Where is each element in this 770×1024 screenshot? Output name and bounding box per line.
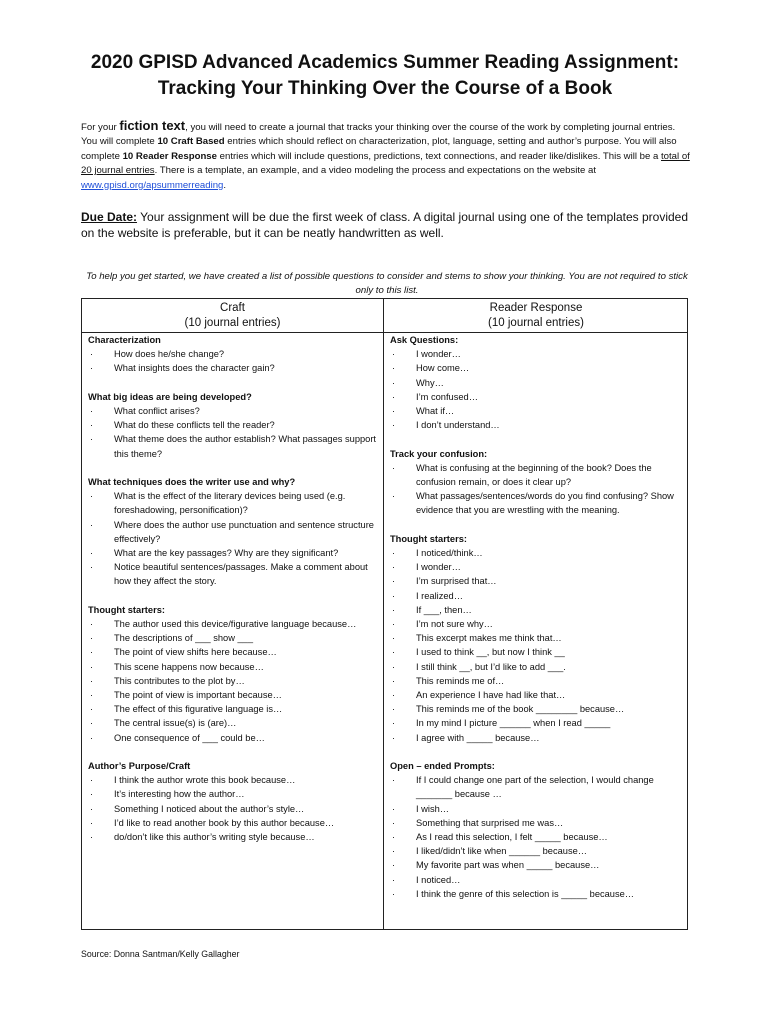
craft-header-title: Craft (220, 302, 245, 314)
bullet-icon: · (392, 406, 396, 417)
list-item-text: I think the genre of this selection is _____ because… (416, 888, 635, 899)
list-item-text: I used to think __, but now I think __ (416, 647, 565, 658)
list-item-text: What conflict arises? (114, 406, 200, 416)
bullet-icon: · (392, 690, 396, 701)
bullet-icon: · (392, 349, 396, 360)
list-item-text: I wonder… (416, 349, 461, 360)
list-item-text: Where does the author use punctuation and sentence structure effectively? (114, 519, 374, 544)
bullet-icon: · (392, 846, 396, 857)
bullet-icon: · (392, 874, 396, 885)
list-item-text: I think the author wrote this book because… (114, 775, 296, 786)
section-title: Open – ended Prompts: (390, 761, 495, 772)
bullet-icon: · (90, 775, 94, 786)
list-item (88, 560, 380, 588)
title-line-1: 2020 GPISD Advanced Academics Summer Reading Assignment: (90, 52, 680, 73)
column-divider (383, 299, 384, 929)
bullet-icon: · (90, 732, 94, 743)
list-item-text: The point of view shifts here because… (114, 647, 277, 658)
bullet-icon: · (90, 704, 94, 715)
list-item-text: I agree with _____ because… (416, 732, 540, 743)
bullet-icon: · (90, 718, 94, 729)
intro-text-2: entries which should reflect on characterization, plot, language, setting and author’s purpose. You will also complete (81, 136, 677, 162)
bullet-icon: · (90, 562, 94, 573)
list-item (88, 816, 380, 830)
list-item-text: What if… (416, 406, 455, 417)
craft-header (82, 301, 383, 331)
bullet-icon: · (90, 803, 94, 814)
list-item (88, 432, 380, 460)
list-item (390, 489, 686, 517)
prompts-table (81, 298, 688, 930)
list-item-text: Something that surprised me was… (416, 817, 564, 828)
due-date-text: Your assignment will be due the first week of class. A digital journal using one of the templates provided on the website is preferable, but it can be neatly handwritten as well. (81, 210, 689, 240)
list-item (390, 844, 686, 858)
section-title: Characterization (88, 335, 161, 345)
list-item-text: I wonder… (416, 562, 461, 573)
section-title: Thought starters: (390, 533, 467, 544)
craft-header-sub: (10 journal entries) (184, 317, 281, 329)
list-item (88, 802, 380, 816)
list-item (390, 376, 686, 390)
bullet-icon: · (90, 633, 94, 644)
list-item-text: What theme does the author establish? What passages support this theme? (114, 434, 377, 459)
prompt-section (88, 603, 380, 745)
bullet-icon: · (392, 718, 396, 729)
bullet-icon: · (392, 817, 396, 828)
title-line-2: Tracking Your Thinking Over the Course of a Book (157, 78, 613, 99)
list-item (88, 731, 380, 745)
list-item (88, 830, 380, 844)
bullet-icon: · (392, 548, 396, 559)
bullet-icon: · (90, 519, 94, 530)
total-entries: total of 20 journal entries (81, 150, 690, 177)
reader-response-count: 10 Reader Response (122, 150, 217, 162)
list-item (390, 603, 686, 617)
bullet-icon: · (90, 420, 94, 431)
list-item (390, 858, 686, 872)
bullet-icon: · (392, 420, 396, 431)
bullet-icon: · (392, 562, 396, 573)
list-item-text: Something I noticed about the author’s style… (114, 803, 305, 814)
reader-response-header-sub: (10 journal entries) (488, 317, 584, 329)
list-item (390, 546, 686, 560)
intro-text-4: . There is a template, an example, and a video modeling the process and expectations on the website at (154, 165, 597, 177)
prompt-section (390, 333, 686, 432)
bullet-icon: · (90, 548, 94, 559)
list-item (88, 660, 380, 674)
intro-text-5: . (223, 179, 227, 191)
list-item (390, 660, 686, 674)
list-item (390, 631, 686, 645)
section-title: Ask Questions: (390, 335, 459, 345)
list-item-text: What are the key passages? Why are they significant? (114, 548, 339, 559)
bullet-icon: · (392, 491, 396, 502)
list-item-text: I wish… (416, 803, 450, 814)
list-item-text: I noticed/think… (416, 548, 483, 559)
bullet-icon: · (392, 391, 396, 402)
list-item (390, 731, 686, 745)
list-item-text: If I could change one part of the selection, I would change _______ because … (416, 775, 654, 800)
list-item (390, 873, 686, 887)
list-item-text: I don’t understand… (416, 420, 500, 431)
craft-column (88, 333, 380, 858)
list-item-text: I’d like to read another book by this author because… (114, 817, 335, 828)
prompt-section (390, 447, 686, 518)
list-item-text: do/don’t like this author’s writing style because… (114, 832, 315, 843)
bullet-icon: · (90, 832, 94, 843)
list-item (88, 773, 380, 787)
prompt-section (88, 475, 380, 589)
bullet-icon: · (392, 363, 396, 374)
bullet-icon: · (90, 690, 94, 701)
bullet-icon: · (90, 789, 94, 800)
list-item (88, 645, 380, 659)
list-item-text: This reminds me of… (416, 675, 505, 686)
list-item (390, 887, 686, 901)
list-item-text: Why… (416, 377, 444, 388)
list-item (88, 489, 380, 517)
list-item-text: How does he/she change? (114, 349, 225, 360)
reader-response-header-title: Reader Response (489, 302, 583, 314)
list-item (88, 702, 380, 716)
bullet-icon: · (392, 604, 396, 615)
list-item (390, 674, 686, 688)
list-item-text: If ___, then… (416, 604, 472, 615)
list-item (390, 361, 686, 375)
prompt-section (390, 759, 686, 901)
bullet-icon: · (392, 832, 396, 843)
list-item (88, 546, 380, 560)
list-item-text: I’m confused… (416, 391, 479, 402)
bullet-icon: · (90, 349, 94, 360)
bullet-icon: · (392, 590, 396, 601)
list-item (390, 716, 686, 730)
list-item (390, 617, 686, 631)
section-title: Author’s Purpose/Craft (88, 761, 191, 772)
list-item (390, 802, 686, 816)
list-item-text: I liked/didn’t like when ______ because… (416, 846, 588, 857)
bullet-icon: · (392, 775, 396, 786)
list-item (390, 645, 686, 659)
list-item (390, 418, 686, 432)
list-item (390, 390, 686, 404)
list-item-text: What is confusing at the beginning of the book? Does the confusion remain, or does it clear up? (416, 462, 652, 488)
list-item-text: What passages/sentences/words do you find confusing? Show evidence that you are wrestling with the meaning. (416, 491, 674, 516)
list-item-text: Notice beautiful sentences/passages. Make a comment about how they affect the story. (114, 562, 368, 587)
bullet-icon: · (392, 661, 396, 672)
list-item-text: I noticed… (416, 874, 461, 885)
list-item-text: In my mind I picture ______ when I read _____ (416, 718, 611, 729)
due-date-paragraph (81, 209, 693, 241)
section-title: What big ideas are being developed? (88, 391, 252, 402)
bullet-icon: · (90, 406, 94, 416)
list-item (390, 688, 686, 702)
list-item-text: What is the effect of the literary devices being used (e.g. foreshadowing, personification)? (114, 491, 346, 516)
intro-paragraph (81, 119, 693, 193)
list-item (88, 617, 380, 631)
craft-count: 10 Craft Based (157, 136, 225, 148)
list-item (390, 830, 686, 844)
bullet-icon: · (90, 675, 94, 686)
bullet-icon: · (392, 888, 396, 899)
list-item (390, 560, 686, 574)
list-item-text: How come… (416, 363, 470, 374)
website-link[interactable]: www.gpisd.org/apsummerreading (81, 179, 224, 191)
bullet-icon: · (392, 462, 396, 473)
reader-response-column (390, 333, 686, 915)
helper-note: To help you get started, we have created a list of possible questions to consider and stems to show your thinking. You are not required to stick only to this list. (86, 271, 688, 296)
list-item (88, 347, 380, 361)
section-title: What techniques does the writer use and why? (88, 477, 296, 487)
list-item (88, 716, 380, 730)
prompt-section (88, 759, 380, 844)
bullet-icon: · (392, 647, 396, 658)
list-item (390, 773, 686, 801)
page-title (0, 50, 770, 102)
bullet-icon: · (392, 576, 396, 587)
list-item (88, 518, 380, 546)
section-title: Track your confusion: (390, 448, 488, 459)
bullet-icon: · (392, 803, 396, 814)
bullet-icon: · (392, 619, 396, 630)
list-item (88, 631, 380, 645)
list-item-text: I’m surprised that… (416, 576, 497, 587)
reader-response-header (384, 301, 688, 331)
bullet-icon: · (392, 860, 396, 871)
prompt-section (390, 532, 686, 745)
bullet-icon: · (392, 377, 396, 388)
list-item (88, 688, 380, 702)
list-item (88, 674, 380, 688)
prompt-section (88, 390, 380, 461)
list-item-text: The central issue(s) is (are)… (114, 718, 237, 729)
section-title: Thought starters: (88, 604, 165, 615)
list-item-text: This scene happens now because… (114, 661, 264, 672)
list-item-text: This contributes to the plot by… (114, 675, 245, 686)
list-item-text: The descriptions of ___ show ___ (114, 633, 254, 644)
list-item-text: It’s interesting how the author… (114, 789, 245, 800)
list-item-text: I still think __, but I’d like to add ___. (416, 661, 566, 672)
fiction-text-label: fiction text (119, 118, 186, 133)
list-item-text: This excerpt makes me think that… (416, 633, 562, 644)
bullet-icon: · (392, 732, 396, 743)
list-item-text: An experience I have had like that… (416, 690, 566, 701)
list-item (88, 361, 380, 375)
list-item-text: The effect of this figurative language is… (114, 704, 283, 715)
list-item (390, 589, 686, 603)
list-item (390, 574, 686, 588)
list-item (390, 461, 686, 489)
list-item (390, 347, 686, 361)
intro-text-pre: For your (81, 122, 120, 133)
list-item (88, 404, 380, 418)
intro-text-3: entries which will include questions, predictions, text connections, and reader like/dislikes. This will be a (216, 150, 662, 162)
list-item-text: The point of view is important because… (114, 690, 282, 701)
prompt-section (88, 333, 380, 376)
list-item-text: As I read this selection, I felt _____ because… (416, 832, 608, 843)
list-item (88, 787, 380, 801)
list-item (88, 418, 380, 432)
source-note: Source: Donna Santman/Kelly Gallagher (81, 949, 240, 959)
list-item (390, 816, 686, 830)
list-item (390, 702, 686, 716)
intro-text-1: , you will need to create a journal that tracks your thinking over the course of the work by completing journal entries. You will complete (81, 122, 676, 148)
list-item-text: One consequence of ___ could be… (114, 732, 265, 743)
bullet-icon: · (392, 704, 396, 715)
list-item-text: My favorite part was when _____ because… (416, 860, 600, 871)
list-item-text: The author used this device/figurative language because… (114, 619, 357, 630)
bullet-icon: · (90, 817, 94, 828)
list-item-text: I’m not sure why… (416, 619, 493, 630)
list-item-text: I realized… (416, 590, 464, 601)
list-item-text: What insights does the character gain? (114, 363, 275, 374)
bullet-icon: · (90, 491, 94, 502)
bullet-icon: · (90, 434, 94, 445)
bullet-icon: · (392, 675, 396, 686)
due-date-label: Due Date: (81, 210, 138, 224)
bullet-icon: · (392, 633, 396, 644)
list-item (390, 404, 686, 418)
bullet-icon: · (90, 619, 94, 630)
bullet-icon: · (90, 363, 94, 374)
bullet-icon: · (90, 661, 94, 672)
bullet-icon: · (90, 647, 94, 658)
list-item-text: What do these conflicts tell the reader? (114, 420, 275, 431)
list-item-text: This reminds me of the book ________ because… (416, 704, 625, 715)
